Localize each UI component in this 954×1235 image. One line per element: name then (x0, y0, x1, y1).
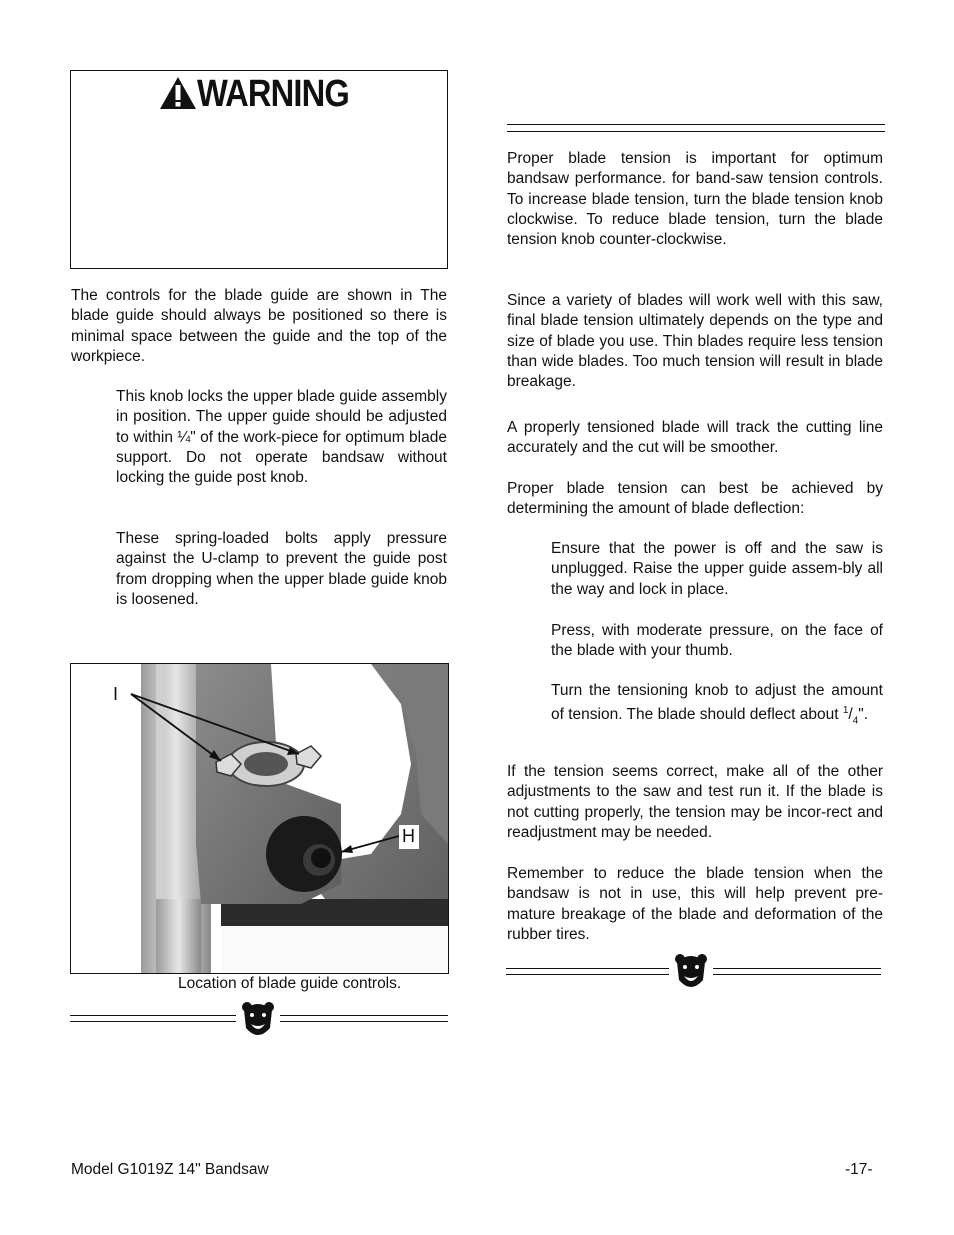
blade-guide-intro: The controls for the blade guide are shown in The blade guide should always be positioned so there is minimal space between the guide and the top of the workpiece. (71, 287, 447, 365)
blade-guide-photo (70, 663, 449, 974)
left-separator-line-a (70, 1015, 236, 1022)
warning-box (70, 70, 448, 269)
right-separator-line-b (713, 968, 881, 975)
test-run-paragraph: If the tension seems correct, make all of the other adjustments to the saw and test run it. If the blade is not cutting properly, the tension may be incor-rect and readjustment may be needed. (507, 763, 883, 841)
reduce-tension-paragraph: Remember to reduce the blade tension when the bandsaw is not in use, this will help prevent pre-mature breakage of the blade and deformation of the rubber tires. (507, 865, 883, 943)
tension-tracking-paragraph: A properly tensioned blade will track the cutting line accurately and the cut will be smoother. (507, 419, 883, 457)
figure-caption: Location of blade guide controls. (178, 975, 402, 992)
warning-triangle-icon (159, 76, 197, 110)
bear-logo-icon (674, 952, 708, 992)
step-1-text: Ensure that the power is off and the saw is unplugged. Raise the upper guide assem-bly all the way and lock in place. (551, 540, 883, 598)
left-separator-line-b (280, 1015, 448, 1022)
blade-variety-paragraph: Since a variety of blades will work well with this saw, final blade tension ultimately depends on the type and size of blade you use. Thin blades require less tension than wide blades. Too much tension will result in blade breakage. (507, 292, 883, 391)
footer-model: Model G1019Z 14" Bandsaw (71, 1161, 269, 1178)
step-3-end: ". (858, 706, 869, 724)
step-3-text: Turn the tensioning knob to adjust the amount of tension. The blade should deflect about $^1/_4$". (551, 682, 883, 727)
page-number: -17- (845, 1161, 873, 1178)
warning-title: WARNING (197, 73, 349, 115)
blade-guide-illustration (71, 664, 448, 973)
deflection-intro-paragraph: Proper blade tension can best be achieved by determining the amount of blade deflection: (507, 480, 883, 518)
guide-post-knob-description: This knob locks the upper blade guide assembly in position. The upper guide should be adjusted to within ¼" of the work-piece for optimum blade support. Do not operate bandsaw without locking the guide post knob. (116, 388, 447, 487)
step-3-fraction-numerator: 1 (842, 705, 849, 717)
figure-label-i: I (113, 684, 119, 704)
section-header-rule (507, 124, 885, 132)
right-separator-line-a (506, 968, 669, 975)
blade-tension-intro: Proper blade tension is important for optimum bandsaw performance. for band-saw tension controls. To increase blade tension, turn the blade tension knob clockwise. To reduce blade tension, turn the blade tension knob counter-clockwise. (507, 150, 883, 249)
figure-label-h: H (402, 826, 415, 846)
step-3-main: Turn the tensioning knob to adjust the amount of tension. The blade should deflect about (551, 682, 883, 724)
spring-bolts-description: These spring-loaded bolts apply pressure against the U-clamp to prevent the guide post from dropping when the upper blade guide knob is loosened. (116, 530, 447, 608)
bear-logo-icon (241, 1000, 275, 1040)
step-3-fraction-denominator: 4 (852, 715, 859, 727)
step-2-text: Press, with moderate pressure, on the face of the blade with your thumb. (551, 622, 883, 660)
